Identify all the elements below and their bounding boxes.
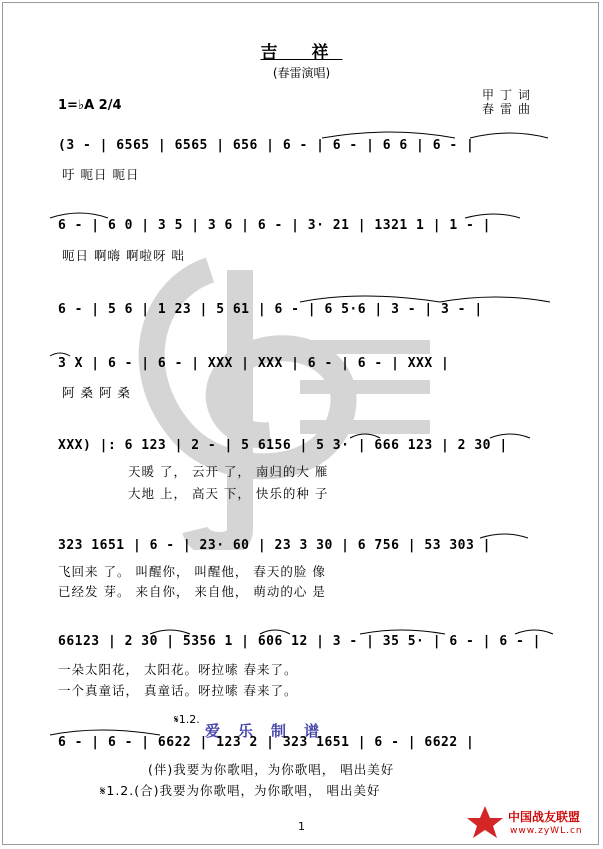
site-logo-url: www.zyWL.cn xyxy=(510,826,583,836)
performer-subtitle: (春雷演唱) xyxy=(272,66,331,80)
notation-line: 66123 | 2 30 | 5356 1 | 606 12 | 3 - | 35 5· | 6 - | 6 - | xyxy=(58,634,541,649)
lyric-line: 阿 桑 阿 桑 xyxy=(62,385,131,400)
page-number: 1 xyxy=(298,820,305,833)
composer-credit: 春雷曲 xyxy=(482,102,537,116)
lyric-line-verse1: 一朵太阳花， 太阳花。呀拉嗦 春来了。 xyxy=(58,662,298,677)
notation-line: 6 - | 5 6 | 1 23 | 5 61 | 6 - | 6 5·6 | 3 - | 3 - | xyxy=(58,302,483,317)
lyric-line: 呃日 啊嗨 啊啦呀 咄 xyxy=(62,248,185,263)
key-signature: 1=♭A 2/4 xyxy=(58,98,122,113)
lyric-line-verse1: 天暖 了， 云开 了， 南归的大 雁 xyxy=(128,464,329,479)
lyric-line-verse1: 飞回来 了。 叫醒你， 叫醒他， 春天的脸 像 xyxy=(58,564,326,579)
site-logo-text: 中国战友联盟 xyxy=(508,810,581,824)
notation-line: XXX) |: 6 123 | 2 - | 5 6156 | 5 3· | 666 123 | 2 30 | xyxy=(58,438,508,453)
lyricist-credit: 甲丁词 xyxy=(482,88,537,102)
song-title: 吉 祥 xyxy=(260,43,343,63)
lyric-line-verse2: 一个真童话， 真童话。呀拉嗦 春来了。 xyxy=(58,683,298,698)
lyric-line-accompaniment: (伴)我要为你歌唱，为你歌唱， 唱出美好 xyxy=(148,762,395,777)
notation-line: 6 - | 6 0 | 3 5 | 3 6 | 6 - | 3· 21 | 1321 1 | 1 - | xyxy=(58,218,491,233)
watermark-brand: 爱乐制谱 xyxy=(205,722,338,740)
lyric-line-verse2: 已经发 芽。 来自你， 来自他， 萌动的心 是 xyxy=(58,584,326,599)
notation-line: 6 - | 6 - | 6622 | 123 2 | 323 1651 | 6 - | 6622 | xyxy=(58,735,475,750)
lyric-line-verse2: 大地 上， 高天 下， 快乐的种 子 xyxy=(128,486,329,501)
notation-line: 323 1651 | 6 - | 23· 60 | 23 3 30 | 6 756 | 53 303 | xyxy=(58,538,491,553)
notation-line: (3 - | 6565 | 6565 | 656 | 6 - | 6 - | 6 6 | 6 - | xyxy=(58,138,475,153)
notation-line: 3 X | 6 - | 6 - | XXX | XXX | 6 - | 6 - | XXX | xyxy=(58,356,450,371)
segno-mark: 𝄋1.2. xyxy=(174,713,200,726)
lyric-line: 吁 呃日 呃日 xyxy=(62,167,140,182)
lyric-line-chorus: 𝄋1.2.(合)我要为你歌唱，为你歌唱， 唱出美好 xyxy=(100,783,381,798)
